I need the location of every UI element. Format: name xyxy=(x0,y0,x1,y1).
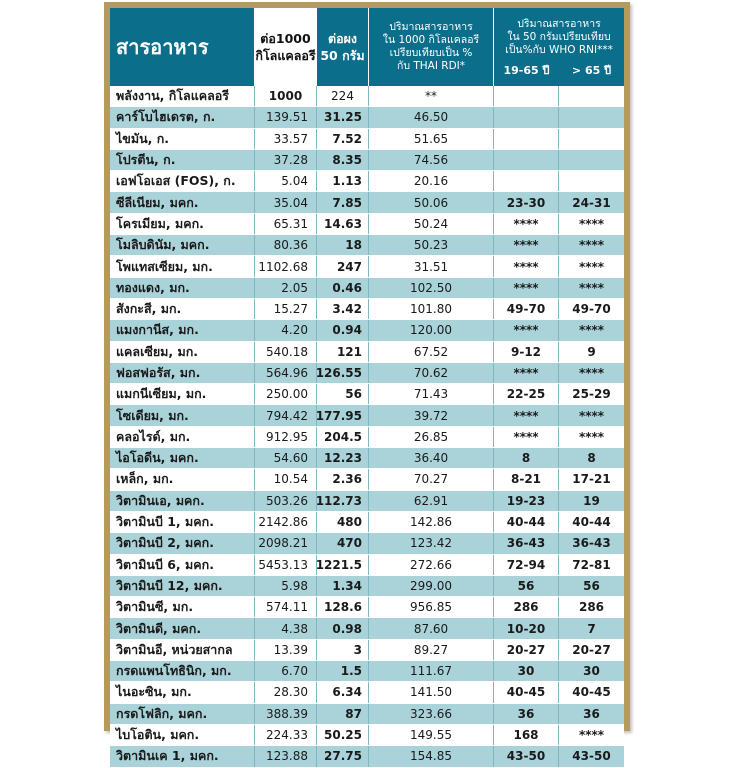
thai-rdi-cell: 62.91 xyxy=(369,491,494,511)
nutrient-name-cell: ซีลีเนียม, มคก. xyxy=(110,192,255,212)
who-19-65-cell: 19-23 xyxy=(494,491,559,511)
who-19-65-cell: 40-44 xyxy=(494,512,559,532)
nutrient-name-cell: วิตามินบี 2, มคก. xyxy=(110,533,255,553)
who-65-plus-cell: **** xyxy=(578,366,605,380)
per-1000-kcal-cell: 37.28 xyxy=(255,150,317,170)
per-1000-kcal-cell: 2098.21 xyxy=(255,533,317,553)
per-1000-kcal-cell: 564.96 xyxy=(255,363,317,383)
per-1000-kcal-cell: 794.42 xyxy=(255,405,317,425)
per-1000-kcal-cell: 6.70 xyxy=(255,661,317,681)
who-19-65-cell xyxy=(494,171,559,191)
who-19-65-cell: 168 xyxy=(494,725,559,745)
who-65-plus-cell xyxy=(559,171,624,191)
nutrient-name-cell: คาร์โบไฮเดรต, ก. xyxy=(110,107,255,127)
table-row xyxy=(110,746,624,767)
table-row xyxy=(110,640,624,661)
header-50g-line-1: ต่อผง xyxy=(327,31,358,46)
table-row xyxy=(110,384,624,405)
per-50g-cell: 0.46 xyxy=(317,278,369,298)
who-65-plus-cell: 40-45 xyxy=(572,685,611,700)
per-1000-kcal-cell: 13.39 xyxy=(255,640,317,660)
who-19-65-cell: 49-70 xyxy=(494,299,559,319)
header-thai-rdi xyxy=(369,8,494,86)
who-65-plus-cell: 8 xyxy=(587,451,596,466)
who-19-65-cell: **** xyxy=(494,214,559,234)
thai-rdi-cell: 31.51 xyxy=(369,256,494,276)
table-row xyxy=(110,342,624,363)
who-65-plus-cell xyxy=(559,150,624,170)
nutrient-name-cell: ไนอะซิน, มก. xyxy=(110,682,255,702)
who-65-plus-cell: 9 xyxy=(587,344,596,359)
nutrient-name-cell: สังกะสี, มก. xyxy=(110,299,255,319)
thai-rdi-cell: ** xyxy=(369,86,494,106)
nutrient-name-cell: วิตามินซี, มก. xyxy=(110,597,255,617)
who-19-65-cell: 30 xyxy=(494,661,559,681)
who-19-65-cell: 8 xyxy=(494,448,559,468)
thai-rdi-cell: 71.43 xyxy=(369,384,494,404)
table-row xyxy=(110,129,624,150)
header-per-50g xyxy=(317,8,369,86)
who-19-65-cell xyxy=(494,129,559,149)
per-50g-cell: 18 xyxy=(317,235,369,255)
who-65-plus-cell: 286 xyxy=(578,600,605,615)
thai-rdi-cell: 67.52 xyxy=(369,342,494,362)
thai-rdi-cell: 51.65 xyxy=(369,129,494,149)
per-50g-cell: 56 xyxy=(317,384,369,404)
per-50g-cell: 27.75 xyxy=(317,746,369,766)
who-19-65-cell: **** xyxy=(494,256,559,276)
per-50g-cell: 6.34 xyxy=(317,682,369,702)
header-who-rni xyxy=(494,8,624,86)
per-1000-kcal-cell: 80.36 xyxy=(255,235,317,255)
header-who-line-3: เป็น%กับ WHO RNI*** xyxy=(505,44,613,56)
header-kcal-line-1: ต่อ1000 xyxy=(260,31,311,46)
who-19-65-cell: 72-94 xyxy=(494,555,559,575)
who-65-plus-cell: 7 xyxy=(587,621,596,636)
table-row xyxy=(110,618,624,639)
table-row xyxy=(110,192,624,213)
header-age-groups xyxy=(494,61,624,79)
header-rdi-line-2: ใน 1000 กิโลแคลอรี xyxy=(382,34,480,46)
thai-rdi-cell: 50.24 xyxy=(369,214,494,234)
header-kcal-line-2: กิโลแคลอรี xyxy=(255,48,316,63)
nutrient-name-cell: กรดแพนโทธินิก, มก. xyxy=(110,661,255,681)
nutrient-name-cell: วิตามินบี 12, มคก. xyxy=(110,576,255,596)
table-row xyxy=(110,427,624,448)
header-who-line-2: ใน 50 กรัมเปรียบเทียบ xyxy=(507,31,611,43)
who-19-65-cell xyxy=(494,107,559,127)
who-19-65-cell: 40-45 xyxy=(494,682,559,702)
header-rdi-line-1: ปริมาณสารอาหาร xyxy=(389,21,473,33)
who-19-65-cell: 10-20 xyxy=(494,618,559,638)
per-50g-cell: 1.13 xyxy=(317,171,369,191)
per-1000-kcal-cell: 5.04 xyxy=(255,171,317,191)
who-19-65-cell: 56 xyxy=(494,576,559,596)
thai-rdi-cell: 74.56 xyxy=(369,150,494,170)
per-1000-kcal-cell: 503.26 xyxy=(255,491,317,511)
table-row xyxy=(110,725,624,746)
who-65-plus-cell: 36-43 xyxy=(572,536,611,551)
table-row xyxy=(110,214,624,235)
nutrition-table xyxy=(110,8,624,764)
per-50g-cell: 1221.5 xyxy=(317,555,369,575)
table-row xyxy=(110,597,624,618)
nutrient-name-cell: โพแทสเซียม, มก. xyxy=(110,256,255,276)
header-age-65-plus: > 65 ปี xyxy=(571,64,612,77)
per-1000-kcal-cell: 1000 xyxy=(255,86,317,106)
thai-rdi-cell: 20.16 xyxy=(369,171,494,191)
nutrient-name-cell: ทองแดง, มก. xyxy=(110,278,255,298)
thai-rdi-cell: 50.23 xyxy=(369,235,494,255)
header-nutrient xyxy=(110,8,255,86)
nutrient-name-cell: แมกนีเซียม, มก. xyxy=(110,384,255,404)
nutrient-name-cell: เหล็ก, มก. xyxy=(110,469,255,489)
nutrient-name-cell: แมงกานีส, มก. xyxy=(110,320,255,340)
who-65-plus-cell: 30 xyxy=(583,664,600,679)
thai-rdi-cell: 70.27 xyxy=(369,469,494,489)
per-1000-kcal-cell: 388.39 xyxy=(255,704,317,724)
table-row xyxy=(110,661,624,682)
header-age-19-65: 19-65 ปี xyxy=(503,64,550,77)
nutrient-name-cell: โมลิบดินัม, มคก. xyxy=(110,235,255,255)
per-50g-cell: 112.73 xyxy=(317,491,369,511)
thai-rdi-cell: 87.60 xyxy=(369,618,494,638)
per-1000-kcal-cell: 2.05 xyxy=(255,278,317,298)
per-50g-cell: 480 xyxy=(317,512,369,532)
per-50g-cell: 204.5 xyxy=(317,427,369,447)
thai-rdi-cell: 956.85 xyxy=(369,597,494,617)
who-65-plus-cell xyxy=(559,107,624,127)
per-1000-kcal-cell: 1102.68 xyxy=(255,256,317,276)
who-19-65-cell: 8-21 xyxy=(494,469,559,489)
per-50g-cell: 7.52 xyxy=(317,129,369,149)
table-row xyxy=(110,150,624,171)
table-header xyxy=(110,8,624,86)
thai-rdi-cell: 323.66 xyxy=(369,704,494,724)
nutrient-name-cell: วิตามินบี 6, มคก. xyxy=(110,555,255,575)
nutrient-name-cell: ไบโอติน, มคก. xyxy=(110,725,255,745)
table-row xyxy=(110,682,624,703)
header-50g-line-2: 50 กรัม xyxy=(320,48,365,63)
thai-rdi-cell: 50.06 xyxy=(369,192,494,212)
who-19-65-cell: **** xyxy=(494,278,559,298)
who-65-plus-cell: 36 xyxy=(583,706,600,721)
who-65-plus-cell: **** xyxy=(578,323,605,338)
thai-rdi-cell: 70.62 xyxy=(369,363,494,383)
per-50g-cell: 1.34 xyxy=(317,576,369,596)
who-65-plus-cell: 72-81 xyxy=(572,557,611,572)
per-50g-cell: 128.6 xyxy=(317,597,369,617)
nutrient-name-cell: วิตามินเค 1, มคก. xyxy=(110,746,255,766)
table-row xyxy=(110,256,624,277)
thai-rdi-cell: 26.85 xyxy=(369,427,494,447)
thai-rdi-cell: 149.55 xyxy=(369,725,494,745)
who-65-plus-cell: **** xyxy=(578,728,605,743)
per-50g-cell: 3.42 xyxy=(317,299,369,319)
who-65-plus-cell: **** xyxy=(578,216,605,231)
who-19-65-cell: **** xyxy=(494,320,559,340)
per-50g-cell: 470 xyxy=(317,533,369,553)
nutrient-name-cell: วิตามินบี 1, มคก. xyxy=(110,512,255,532)
nutrient-name-cell: คลอไรด์, มก. xyxy=(110,427,255,447)
who-19-65-cell: 286 xyxy=(494,597,559,617)
who-65-plus-cell: 49-70 xyxy=(572,302,611,317)
thai-rdi-cell: 111.67 xyxy=(369,661,494,681)
thai-rdi-cell: 123.42 xyxy=(369,533,494,553)
per-1000-kcal-cell: 224.33 xyxy=(255,725,317,745)
who-19-65-cell xyxy=(494,150,559,170)
per-1000-kcal-cell: 4.20 xyxy=(255,320,317,340)
nutrient-name-cell: วิตามินเอ, มคก. xyxy=(110,491,255,511)
per-1000-kcal-cell: 33.57 xyxy=(255,129,317,149)
who-19-65-cell: 9-12 xyxy=(494,342,559,362)
per-50g-cell: 7.85 xyxy=(317,192,369,212)
who-19-65-cell: **** xyxy=(494,405,559,425)
table-frame xyxy=(104,2,630,764)
nutrient-name-cell: พลังงาน, กิโลแคลอรี xyxy=(110,86,255,106)
header-rdi-line-3: เปรียบเทียบเป็น % xyxy=(389,47,473,59)
table-row xyxy=(110,235,624,256)
table-row xyxy=(110,107,624,128)
per-50g-cell: 87 xyxy=(317,704,369,724)
header-who-line-1: ปริมาณสารอาหาร xyxy=(517,18,601,30)
nutrient-name-cell: วิตามินดี, มคก. xyxy=(110,618,255,638)
who-19-65-cell: 22-25 xyxy=(494,384,559,404)
per-50g-cell: 50.25 xyxy=(317,725,369,745)
who-19-65-cell xyxy=(494,86,559,106)
thai-rdi-cell: 102.50 xyxy=(369,278,494,298)
thai-rdi-cell: 272.66 xyxy=(369,555,494,575)
per-50g-cell: 126.55 xyxy=(317,363,369,383)
per-1000-kcal-cell: 54.60 xyxy=(255,448,317,468)
per-1000-kcal-cell: 250.00 xyxy=(255,384,317,404)
table-row xyxy=(110,704,624,725)
who-65-plus-cell: 56 xyxy=(583,578,600,593)
per-1000-kcal-cell: 139.51 xyxy=(255,107,317,127)
who-19-65-cell: 43-50 xyxy=(494,746,559,766)
per-50g-cell: 121 xyxy=(317,342,369,362)
thai-rdi-cell: 120.00 xyxy=(369,320,494,340)
who-65-plus-cell: **** xyxy=(578,408,605,423)
thai-rdi-cell: 299.00 xyxy=(369,576,494,596)
table-row xyxy=(110,405,624,426)
nutrient-name-cell: โซเดียม, มก. xyxy=(110,405,255,425)
who-65-plus-cell: 20-27 xyxy=(572,642,611,657)
who-19-65-cell: 36-43 xyxy=(494,533,559,553)
who-65-plus-cell: 24-31 xyxy=(572,195,611,210)
who-65-plus-cell: 40-44 xyxy=(572,515,611,530)
per-1000-kcal-cell: 4.38 xyxy=(255,618,317,638)
per-50g-cell: 14.63 xyxy=(317,214,369,234)
table-row xyxy=(110,320,624,341)
who-65-plus-cell: 17-21 xyxy=(572,472,611,487)
table-row xyxy=(110,469,624,490)
per-50g-cell: 0.98 xyxy=(317,618,369,638)
per-1000-kcal-cell: 65.31 xyxy=(255,214,317,234)
nutrient-name-cell: ฟอสฟอรัส, มก. xyxy=(110,363,255,383)
per-1000-kcal-cell: 5453.13 xyxy=(255,555,317,575)
header-per-1000-kcal xyxy=(255,8,317,86)
thai-rdi-cell: 39.72 xyxy=(369,405,494,425)
thai-rdi-cell: 101.80 xyxy=(369,299,494,319)
per-50g-cell: 12.23 xyxy=(317,448,369,468)
who-65-plus-cell xyxy=(559,86,624,106)
table-row xyxy=(110,299,624,320)
thai-rdi-cell: 142.86 xyxy=(369,512,494,532)
nutrient-name-cell: เอฟโอเอส (FOS), ก. xyxy=(110,171,255,191)
per-1000-kcal-cell: 540.18 xyxy=(255,342,317,362)
who-19-65-cell: 23-30 xyxy=(494,192,559,212)
table-row xyxy=(110,171,624,192)
per-50g-cell: 0.94 xyxy=(317,320,369,340)
who-19-65-cell: 20-27 xyxy=(494,640,559,660)
nutrient-name-cell: วิตามินอี, หน่วยสากล xyxy=(110,640,255,660)
nutrient-name-cell: แคลเซียม, มก. xyxy=(110,342,255,362)
per-1000-kcal-cell: 574.11 xyxy=(255,597,317,617)
per-1000-kcal-cell: 35.04 xyxy=(255,192,317,212)
per-50g-cell: 1.5 xyxy=(317,661,369,681)
table-row xyxy=(110,576,624,597)
per-1000-kcal-cell: 28.30 xyxy=(255,682,317,702)
who-65-plus-cell xyxy=(559,129,624,149)
thai-rdi-cell: 154.85 xyxy=(369,746,494,766)
who-65-plus-cell: 19 xyxy=(583,493,600,508)
table-row xyxy=(110,533,624,554)
per-50g-cell: 31.25 xyxy=(317,107,369,127)
nutrient-name-cell: กรดโฟลิก, มคก. xyxy=(110,704,255,724)
who-19-65-cell: **** xyxy=(494,235,559,255)
table-row xyxy=(110,491,624,512)
per-1000-kcal-cell: 912.95 xyxy=(255,427,317,447)
who-19-65-cell: 36 xyxy=(494,704,559,724)
per-1000-kcal-cell: 10.54 xyxy=(255,469,317,489)
table-row xyxy=(110,363,624,384)
thai-rdi-cell: 46.50 xyxy=(369,107,494,127)
table-row xyxy=(110,278,624,299)
thai-rdi-cell: 36.40 xyxy=(369,448,494,468)
who-65-plus-cell: **** xyxy=(578,259,605,274)
who-65-plus-cell: 25-29 xyxy=(572,387,611,402)
per-50g-cell: 224 xyxy=(317,86,369,106)
table-row xyxy=(110,86,624,107)
who-65-plus-cell: 43-50 xyxy=(572,749,611,764)
table-row xyxy=(110,448,624,469)
who-65-plus-cell: **** xyxy=(578,429,605,444)
thai-rdi-cell: 141.50 xyxy=(369,682,494,702)
per-50g-cell: 247 xyxy=(317,256,369,276)
per-1000-kcal-cell: 15.27 xyxy=(255,299,317,319)
nutrient-name-cell: ไอโอดีน, มคก. xyxy=(110,448,255,468)
per-1000-kcal-cell: 5.98 xyxy=(255,576,317,596)
who-19-65-cell: **** xyxy=(494,427,559,447)
table-row xyxy=(110,555,624,576)
header-rdi-line-4: กับ THAI RDI* xyxy=(396,60,465,72)
who-19-65-cell: **** xyxy=(494,363,559,383)
thai-rdi-cell: 89.27 xyxy=(369,640,494,660)
per-50g-cell: 177.95 xyxy=(317,405,369,425)
per-1000-kcal-cell: 2142.86 xyxy=(255,512,317,532)
who-65-plus-cell: **** xyxy=(578,280,605,295)
nutrient-name-cell: ไขมัน, ก. xyxy=(110,129,255,149)
nutrient-name-cell: โครเมียม, มคก. xyxy=(110,214,255,234)
per-50g-cell: 3 xyxy=(317,640,369,660)
who-65-plus-cell: **** xyxy=(578,238,605,253)
nutrient-name-cell: โปรตีน, ก. xyxy=(110,150,255,170)
per-50g-cell: 8.35 xyxy=(317,150,369,170)
table-row xyxy=(110,512,624,533)
per-1000-kcal-cell: 123.88 xyxy=(255,746,317,766)
per-50g-cell: 2.36 xyxy=(317,469,369,489)
header-nutrient-label: สารอาหาร xyxy=(116,35,209,59)
table-body xyxy=(110,86,624,768)
